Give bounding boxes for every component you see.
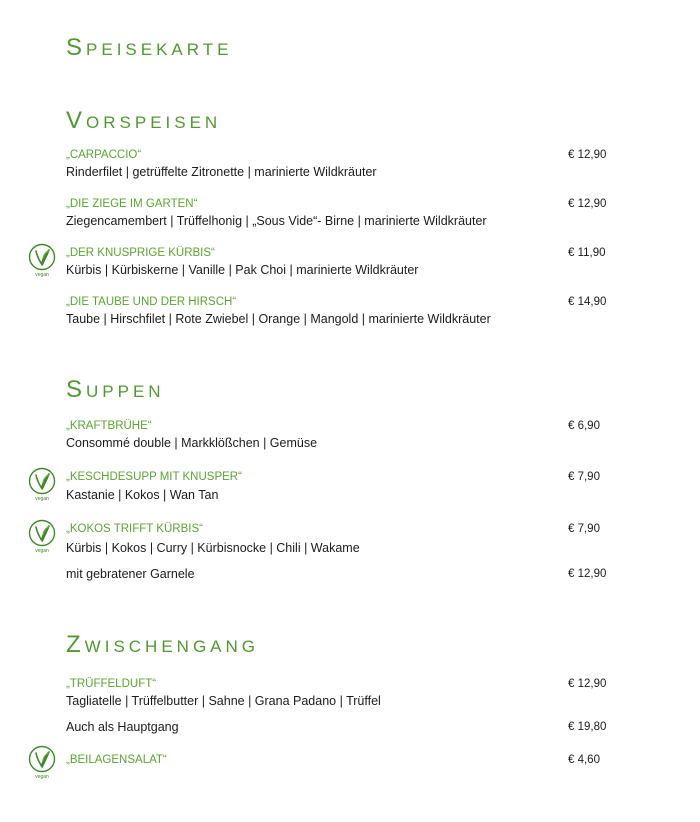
section-title-suppen <box>66 378 165 402</box>
item-price: € 4,60 <box>568 754 600 766</box>
menu-title-rest: PEISEKARTE <box>86 40 233 59</box>
item-name: „CARPACCIO“ <box>66 149 142 161</box>
item-name: „KRAFTBRÜHE“ <box>66 420 152 432</box>
item-name: „TRÜFFELDUFT“ <box>66 678 157 690</box>
item-price: € 12,90 <box>568 149 607 161</box>
item-name: „DIE TAUBE UND DER HIRSCH“ <box>66 296 237 308</box>
vegan-badge-label: vegan <box>35 774 49 780</box>
item-description: Kürbis | Kokos | Curry | Kürbisnocke | Chili | Wakame <box>66 541 360 555</box>
section-title-initial: V <box>66 107 87 134</box>
section-title-rest: ORSPEISEN <box>86 113 222 132</box>
item-description: Taube | Hirschfilet | Rote Zwiebel | Orange | Mangold | marinierte Wildkräuter <box>66 312 491 326</box>
vegan-badge-icon <box>27 466 57 502</box>
item-price: € 7,90 <box>568 471 600 483</box>
item-extra-option: Auch als Hauptgang <box>66 720 179 734</box>
menu-title-initial: S <box>66 34 87 61</box>
item-description: Kastanie | Kokos | Wan Tan <box>66 488 219 502</box>
item-description: Consommé double | Markklößchen | Gemüse <box>66 436 318 450</box>
item-description: Ziegencamembert | Trüffelhonig | „Sous Vide“- Birne | marinierte Wildkräuter <box>66 214 487 228</box>
item-price: € 12,90 <box>568 678 607 690</box>
item-price: € 6,90 <box>568 420 600 432</box>
vegan-badge-label: vegan <box>35 548 49 554</box>
section-title-rest: UPPEN <box>86 382 165 401</box>
vegan-badge-label: vegan <box>35 496 49 502</box>
section-title-initial: S <box>66 376 87 403</box>
item-name: „KOKOS TRIFFT KÜRBIS“ <box>66 523 203 535</box>
menu-title <box>66 36 232 60</box>
item-name: „KESCHDESUPP MIT KNUSPER“ <box>66 471 242 483</box>
item-description: Rinderfilet | getrüffelte Zitronette | marinierte Wildkräuter <box>66 165 377 179</box>
section-title-vorspeisen <box>66 109 221 133</box>
section-title-initial: Z <box>66 631 85 658</box>
vegan-badge-icon <box>27 518 57 554</box>
vegan-badge-label: vegan <box>35 272 49 278</box>
item-price: € 7,90 <box>568 523 600 535</box>
item-name: „BEILAGENSALAT“ <box>66 754 167 766</box>
vegan-badge-icon <box>27 242 57 278</box>
section-title-zwischengang <box>66 633 259 657</box>
item-description: Tagliatelle | Trüffelbutter | Sahne | Grana Padano | Trüffel <box>66 694 381 708</box>
item-name: „DER KNUSPRIGE KÜRBIS“ <box>66 247 215 259</box>
item-extra-option: mit gebratener Garnele <box>66 567 195 581</box>
item-extra-price: € 12,90 <box>568 568 607 580</box>
item-price: € 11,90 <box>568 247 606 259</box>
section-title-rest: WISCHENGANG <box>84 637 260 656</box>
item-price: € 14,90 <box>568 296 607 308</box>
item-description: Kürbis | Kürbiskerne | Vanille | Pak Choi | marinierte Wildkräuter <box>66 263 419 277</box>
item-extra-price: € 19,80 <box>568 721 607 733</box>
item-price: € 12,90 <box>568 198 607 210</box>
item-name: „DIE ZIEGE IM GARTEN“ <box>66 198 198 210</box>
vegan-badge-icon <box>27 744 57 780</box>
